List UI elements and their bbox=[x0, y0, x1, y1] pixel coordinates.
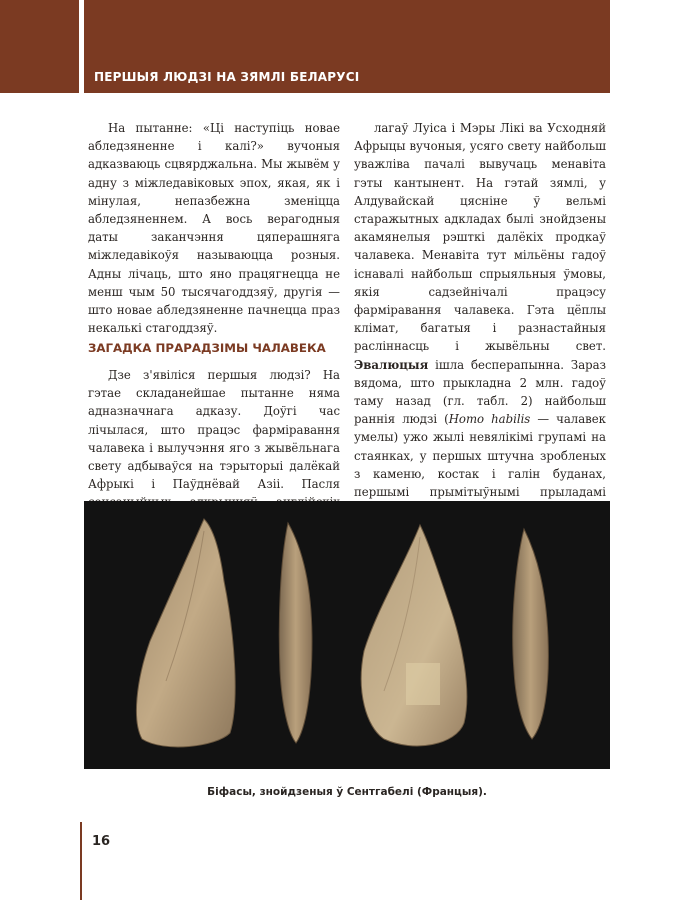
header-banner bbox=[84, 0, 610, 93]
biface-2-profile bbox=[513, 529, 549, 739]
text-column-left bbox=[88, 119, 340, 337]
bold-term-evolution: Эвалюцыя bbox=[354, 357, 429, 372]
subheading: ЗАГАДКА ПРАРАДЗІМЫ ЧАЛАВЕКА bbox=[88, 341, 326, 355]
biface-1-profile bbox=[279, 523, 312, 743]
page-number-rule bbox=[80, 822, 82, 900]
biface-2-face bbox=[361, 525, 467, 746]
biface-1-face bbox=[136, 519, 235, 747]
stone-tools-illustration bbox=[84, 501, 610, 769]
figure-caption: Біфасы, знойдзеныя ў Сентгабелі (Францыя). bbox=[207, 786, 487, 798]
paragraph-first-people: Дзе з'явіліся першыя людзі? На гэтае складанейшае пытанне няма адназначнага адказу. Доўгі час лічылася, што працэс фарміравання чалавека і вылучэння яго з жывёльнага свету адбываўся на тэрыторыі далёкай Афрыкі і Паўднёвай Азіі. Пасля bbox=[88, 368, 340, 492]
section-title: ПЕРШЫЯ ЛЮДЗІ НА ЗЯМЛІ БЕЛАРУСІ bbox=[94, 70, 360, 84]
latin-term: Homo habilis bbox=[448, 412, 531, 427]
paragraph-ice-age: На пытанне: «Ці наступіць новае абледзяненне і калі?» вучоныя адказваюць сцвярджальна. Мы жывём у адну з міжледавіковых эпох, якая, як і мінулая, непазбежна зменіцца абледзяненнем. А вось верагодныя даты заканчэння цяперашняга міжледавікоўя называюцца розныя. Адны лічаць, што яно працягнецца не менш чым 50 тысячагоддзяў, другія — што новае абледзяненне пачнецца праз некалькі стагоддзяў. bbox=[88, 121, 340, 336]
biface-photo bbox=[84, 501, 610, 769]
paragraph-africa: лагаў Луіса і Мэры Лікі ва Усходняй Афрыцы вучоныя, усяго свету найбольш уважліва пачалі вывучаць менавіта гэты кантынент. На гэтай зямлі, у Алдувайскай цясніне ў вельмі старажытных адкладах былі знойдзены акамянелыя рэшткі далёкіх продкаў чалавека. Менавіта тут мільёны гадоў існавалі найбольш спрыяльныя ўмовы, якія садзейнічалі працэсу фарміравання чалавека. Гэта цёплы клімат, багатыя і разнастайныя раслiннасць і жывёльны свет. Эвалюцыя ішла бесперапынна. Зараз вядома, што прыкладна 2 млн. гадоў таму назад (гл. табл. 2) найбольш раннія людзі (Homo habilis — чалавек умелы) ужо жылі невялікімі групамі на стаянках, у першых штучна зробленых з каменю, костак і галін буданах, першымі прымітыўнымі прыладамі bbox=[354, 121, 606, 500]
page-number: 16 bbox=[92, 834, 111, 849]
header-side-block bbox=[0, 0, 79, 93]
